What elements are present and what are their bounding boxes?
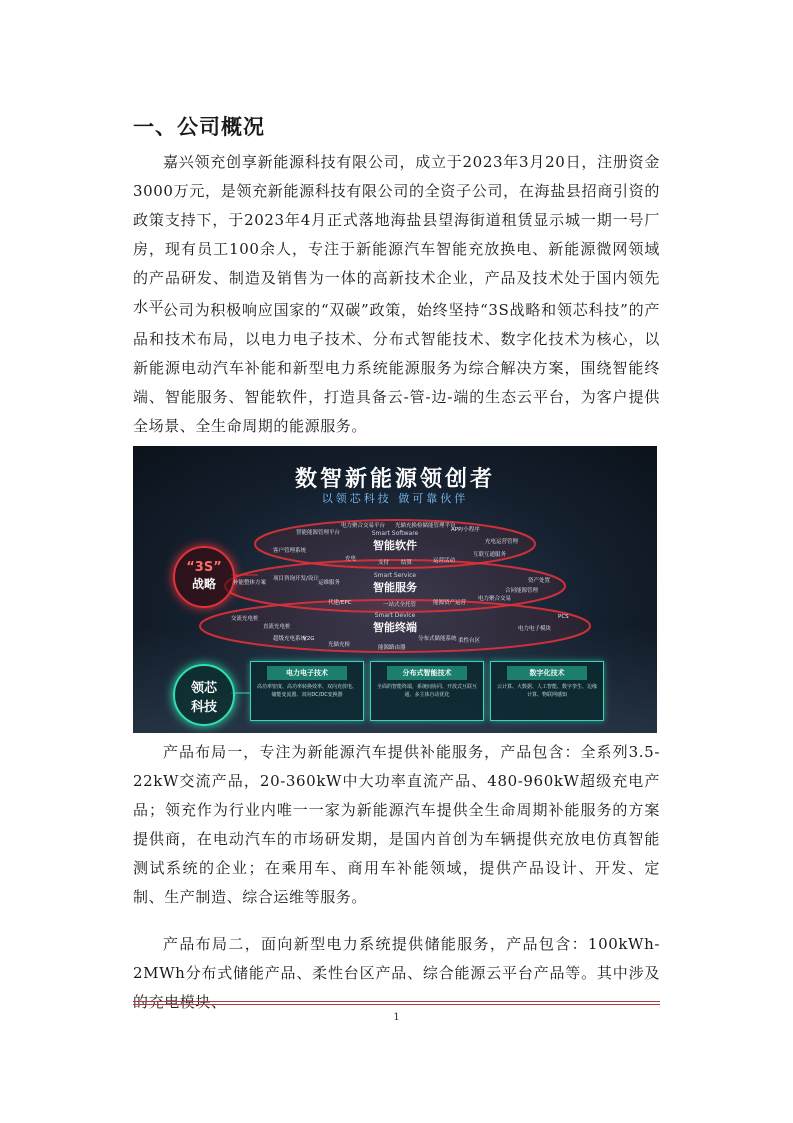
ring-item: 运营活动	[433, 558, 456, 564]
company-strategy-figure	[133, 446, 657, 733]
tech-box-desc: 高功率密度、高功率转换效率、双向充放电、储能变流器、双向DC/DC变换器	[257, 684, 358, 698]
ring-item: 补能整体方案	[233, 580, 267, 586]
ring-item: APP/小程序	[451, 527, 480, 533]
figure-subtitle: 以领芯科技 做可靠伙伴	[321, 492, 469, 505]
ring-item: 代建/EPC	[328, 600, 352, 606]
badge-chip-line2: 科技	[190, 700, 217, 715]
badge-chip-line1: 领芯	[190, 681, 217, 696]
ring-software-en: Smart Software	[371, 530, 419, 537]
tech-box-desc: 云计算、大数据、人工智能、数字孪生、边缘计算、物联网感知	[497, 684, 598, 698]
ring-item: V2G	[303, 636, 315, 642]
tech-box-distributed-intelligence	[370, 661, 484, 721]
ring-item: 电力聚合交易	[478, 596, 512, 602]
ring-item: 分布式储能系统	[418, 636, 457, 642]
badge-3s-strategy	[173, 546, 235, 608]
paragraph-product-layout-2: 产品布局二，面向新型电力系统提供储能服务，产品包含：100kWh-2MWh分布式储能产品、柔性台区产品、综合能源云平台产品等。其中涉及的充电模块、	[133, 935, 660, 1011]
paragraph-product-layout-1: 产品布局一，专注为新能源汽车提供补能服务，产品包含：全系列3.5-22kW交流产品，20-360kW中大功率直流产品、480-960kW超级充电产品；领充作为行业内唯一一家为新能源汽车提供全生命周期补能服务的方案提供商，在电动汽车的市场研发期，是国内首创为车辆提供充放电仿真智能测试系统的企业；在乘用车、商用车补能领域，提供产品设计、开发、定制、生产制造、综合运维等服务。	[133, 743, 660, 906]
ring-item: 电力聚合交易平台	[341, 523, 386, 529]
badge-3s-line2: 战略	[191, 577, 216, 591]
ring-item: 资产处置	[528, 578, 551, 584]
ring-software-label: 智能软件	[373, 539, 417, 552]
tech-box-power-electronics	[250, 661, 364, 721]
ring-item: 超级充电系统	[273, 636, 307, 642]
ring-item: 充电运营管理	[485, 539, 519, 545]
ring-item: 运维服务	[318, 580, 341, 586]
ring-item: 光储充检	[328, 642, 351, 648]
paragraph-strategy: 公司为积极响应国家的“双碳”政策，始终坚持“3S战略和领芯科技”的产品和技术布局，以电力电子技术、分布式智能技术、数字化技术为核心，以新能源电动汽车补能和新型电力系统能源服务为综合解决方案，围绕智能终端、智能服务、智能软件，打造具备云-管-边-端的生态云平台，为客户提供全场景、全生命周期的能源服务。	[133, 301, 660, 435]
section-heading: 一、公司概况	[133, 115, 265, 139]
ring-item: 智能能源管理平台	[296, 530, 341, 536]
ring-service-label: 智能服务	[373, 581, 417, 594]
footer-divider	[133, 1001, 660, 1005]
ring-item: 光储充换检储能管理平台	[395, 523, 456, 529]
ring-item: 能源资产运营	[433, 600, 467, 606]
badge-3s-line1: “3S”	[186, 560, 222, 575]
ring-item: PCS	[558, 614, 569, 620]
ring-item: 能源路由器	[378, 645, 406, 651]
ring-device-label: 智能终端	[373, 621, 417, 634]
ring-item: 充电	[345, 556, 357, 562]
ring-item: 互联互通服务	[473, 552, 507, 558]
ring-item: 客户管理系统	[273, 548, 307, 554]
figure-title: 数智新能源领创者	[294, 467, 495, 492]
ring-item: 合同能源管理	[505, 588, 539, 594]
tech-box-digitalization	[490, 661, 604, 721]
ring-item: 支付	[378, 560, 390, 566]
badge-lingxin-tech	[173, 664, 235, 726]
ring-item: 项目咨询开发/设计	[273, 576, 319, 582]
ring-item: 一站式全托管	[383, 602, 417, 608]
ring-device-en: Smart Device	[374, 612, 416, 619]
ring-item: 柔性台区	[458, 638, 481, 644]
ring-item: 结算	[401, 560, 413, 566]
tech-box-title: 数字化技术	[507, 666, 587, 680]
paragraph-company-intro: 嘉兴领充创享新能源科技有限公司，成立于2023年3月20日，注册资金3000万元，是领充新能源科技有限公司的全资子公司，在海盐县招商引资的政策支持下，于2023年4月正式落地海盐县望海街道租赁显示城一期一号厂房，现有员工100余人，专注于新能源汽车智能充放换电、新能源微网领域的产品研发、制造及销售为一体的高新技术企业，产品及技术处于国内领先水平。	[133, 153, 660, 316]
tech-box-title: 分布式智能技术	[387, 666, 467, 680]
ring-item: 交流充电桩	[231, 616, 259, 622]
page-number: 1	[393, 1012, 400, 1023]
ring-service-en: Smart Service	[373, 572, 417, 579]
tech-box-title: 电力电子技术	[267, 666, 347, 680]
tech-box-desc: 全面的智能终端，系统间协同、开放式互联互通、多主体自动优化	[377, 684, 478, 698]
ring-item: 电力电子模块	[518, 626, 552, 632]
ring-item: 直流充电桩	[263, 624, 291, 630]
